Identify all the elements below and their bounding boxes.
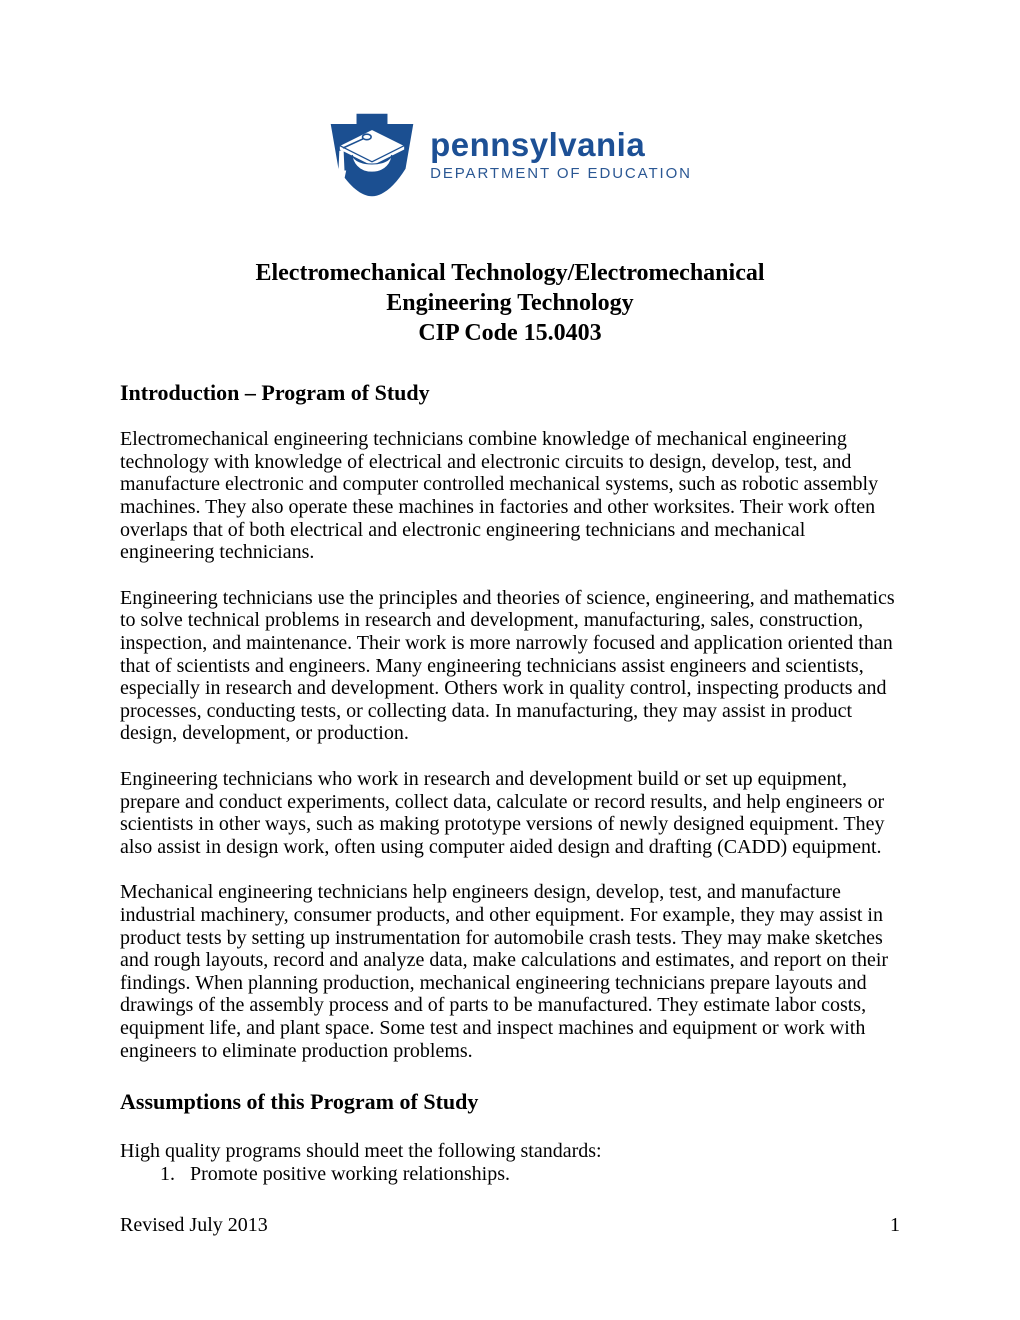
pde-logo (120, 112, 900, 198)
assumptions-intro-line: High quality programs should meet the following standards: (120, 1140, 602, 1163)
document-title (120, 258, 900, 348)
logo-department-text: DEPARTMENT OF EDUCATION (430, 165, 692, 182)
intro-paragraph-3: Engineering technicians who work in research and development build or set up equipment, prepare and conduct experiments, collect data, calculate or record results, and help engineers or scientists in other ways, such as making prototype versions of newly designed equipment. They also assist in design work, often using computer aided design and drafting (CADD) equipment. (120, 768, 885, 858)
footer-page-number: 1 (890, 1214, 900, 1236)
pde-logo-wordmark (430, 128, 692, 182)
heading-assumptions-program-of-study: Assumptions of this Program of Study (120, 1089, 479, 1115)
intro-paragraph-1: Electromechanical engineering technicians combine knowledge of mechanical engineering technology with knowledge of electrical and electronic circuits to design, develop, test, and manufacture electronic and computer controlled mechanical systems, such as robotic assembly machines. They also operate these machines in factories and other worksites. Their work often overlaps that of both electrical and electronic engineering technicians and mechanical engineering technicians. (120, 428, 879, 564)
list-item (120, 1163, 900, 1186)
footer-revision-date: Revised July 2013 (120, 1214, 268, 1236)
assumptions-list (120, 1163, 900, 1186)
intro-paragraph-2: Engineering technicians use the principles and theories of science, engineering, and mathematics to solve technical problems in research and development, manufacturing, sales, construction, inspection, and maintenance. Their work is more narrowly focused and application oriented than that of scientists and engineers. Many engineering technicians assist engineers and scientists, especially in research and development. Others work in quality control, inspecting products and processes, conducting tests, or collecting data. In manufacturing, they may assist in product design, development, or production. (120, 586, 895, 745)
title-line-2: Engineering Technology (386, 290, 634, 316)
page-footer (120, 1214, 900, 1237)
intro-paragraph-4: Mechanical engineering technicians help engineers design, develop, test, and manufacture industrial machinery, consumer products, and other equipment. For example, they may assist in product tests by setting up instrumentation for automobile crash tests. They may make sketches and rough layouts, record and analyze data, make calculations and estimates, and report on their findings. When planning production, mechanical engineering technicians prepare layouts and drawings of the assembly process and of parts to be manufactured. They estimate labor costs, equipment life, and plant space. Some test and inspect machines and equipment or work with engineers to eliminate production problems. (120, 881, 889, 1062)
list-item-text: Promote positive working relationships. (190, 1163, 510, 1186)
logo-brand-text: pennsylvania (430, 126, 646, 163)
title-line-1: Electromechanical Technology/Electromechanical (255, 260, 765, 286)
title-line-3: CIP Code 15.0403 (418, 320, 602, 346)
list-item-number: 1. (160, 1163, 175, 1186)
pa-keystone-gradcap-icon (328, 112, 416, 198)
heading-introduction-program-of-study: Introduction – Program of Study (120, 380, 430, 405)
